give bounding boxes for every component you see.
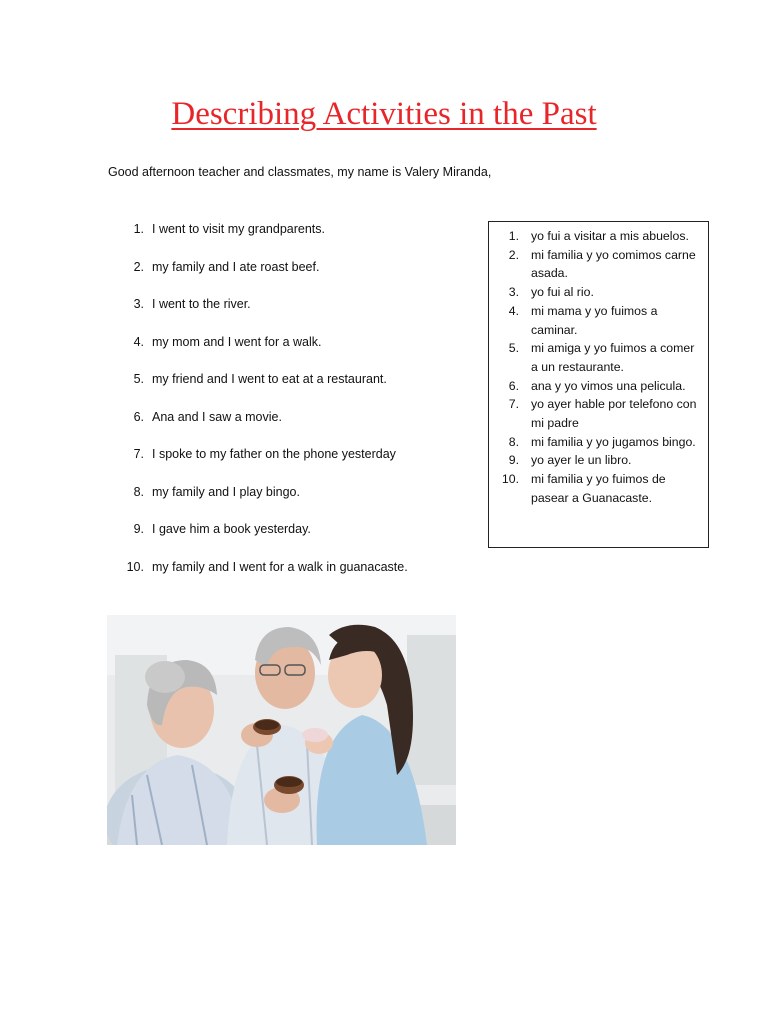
list-item — [122, 334, 462, 372]
list-text: mi familia y yo comimos carne asada. — [531, 247, 696, 281]
list-item — [495, 246, 702, 283]
list-number: 2. — [508, 247, 519, 262]
list-item — [122, 371, 462, 409]
list-text: yo ayer le un libro. — [531, 453, 632, 468]
list-item — [495, 395, 702, 432]
list-text: Ana and I saw a movie. — [152, 409, 282, 424]
list-item — [122, 521, 462, 559]
list-number: 8. — [133, 484, 144, 499]
list-text: yo fui a visitar a mis abuelos. — [531, 229, 689, 243]
list-text: my mom and I went for a walk. — [152, 334, 322, 349]
list-item — [495, 451, 702, 470]
list-text: mi familia y yo fuimos de pasear a Guanacaste. — [531, 472, 666, 505]
list-text: mi amiga y yo fuimos a comer a un restaurante. — [531, 341, 695, 374]
list-item — [495, 302, 702, 339]
list-text: I spoke to my father on the phone yesterday — [152, 447, 396, 461]
list-number: 4. — [508, 303, 519, 318]
list-item — [495, 339, 702, 376]
list-item — [495, 377, 702, 396]
list-text: ana y yo vimos una pelicula. — [531, 378, 686, 393]
page-title: Describing Activities in the Past — [171, 96, 597, 132]
list-item — [495, 433, 702, 452]
list-text: my family and I play bingo. — [152, 484, 300, 499]
list-number: 1. — [508, 229, 519, 243]
list-number: 9. — [508, 453, 519, 468]
list-number: 10. — [501, 472, 519, 487]
list-text: yo ayer hable por telefono con mi padre — [531, 397, 697, 431]
list-number: 6. — [133, 409, 144, 424]
list-text: mi mama y yo fuimos a caminar. — [531, 303, 658, 337]
list-number: 9. — [133, 522, 144, 536]
list-number: 5. — [508, 341, 519, 356]
list-item — [495, 283, 702, 302]
list-item — [122, 296, 462, 334]
english-sentence-list — [122, 221, 462, 596]
list-text: my family and I went for a walk in guanacaste. — [152, 559, 408, 574]
list-text: mi familia y yo jugamos bingo. — [531, 434, 696, 449]
list-number: 1. — [133, 222, 144, 236]
list-item — [122, 484, 462, 522]
list-number: 4. — [133, 334, 144, 349]
list-text: I gave him a book yesterday. — [152, 522, 311, 536]
list-number: 8. — [508, 434, 519, 449]
list-number: 7. — [133, 447, 144, 461]
family-photo — [107, 615, 456, 845]
spanish-translation-box — [488, 221, 709, 548]
list-item — [495, 470, 702, 507]
list-text: my friend and I went to eat at a restaurant. — [152, 372, 387, 386]
list-item — [122, 446, 462, 484]
family-photo-illustration — [107, 615, 456, 845]
list-number: 7. — [508, 397, 519, 412]
list-number: 6. — [508, 378, 519, 393]
list-item — [495, 227, 702, 246]
list-number: 5. — [133, 372, 144, 386]
greeting-text: Good afternoon teacher and classmates, my name is Valery Miranda, — [108, 165, 492, 179]
list-number: 3. — [508, 285, 519, 300]
list-item — [122, 221, 462, 259]
list-text: my family and I ate roast beef. — [152, 259, 320, 274]
list-number: 2. — [133, 259, 144, 274]
list-item — [122, 559, 462, 597]
list-item — [122, 259, 462, 297]
list-number: 3. — [133, 297, 144, 311]
spanish-sentence-list — [495, 227, 702, 508]
list-item — [122, 409, 462, 447]
list-number: 10. — [126, 559, 144, 574]
list-text: yo fui al rio. — [531, 285, 594, 300]
list-text: I went to the river. — [152, 297, 251, 311]
list-text: I went to visit my grandparents. — [152, 222, 325, 236]
